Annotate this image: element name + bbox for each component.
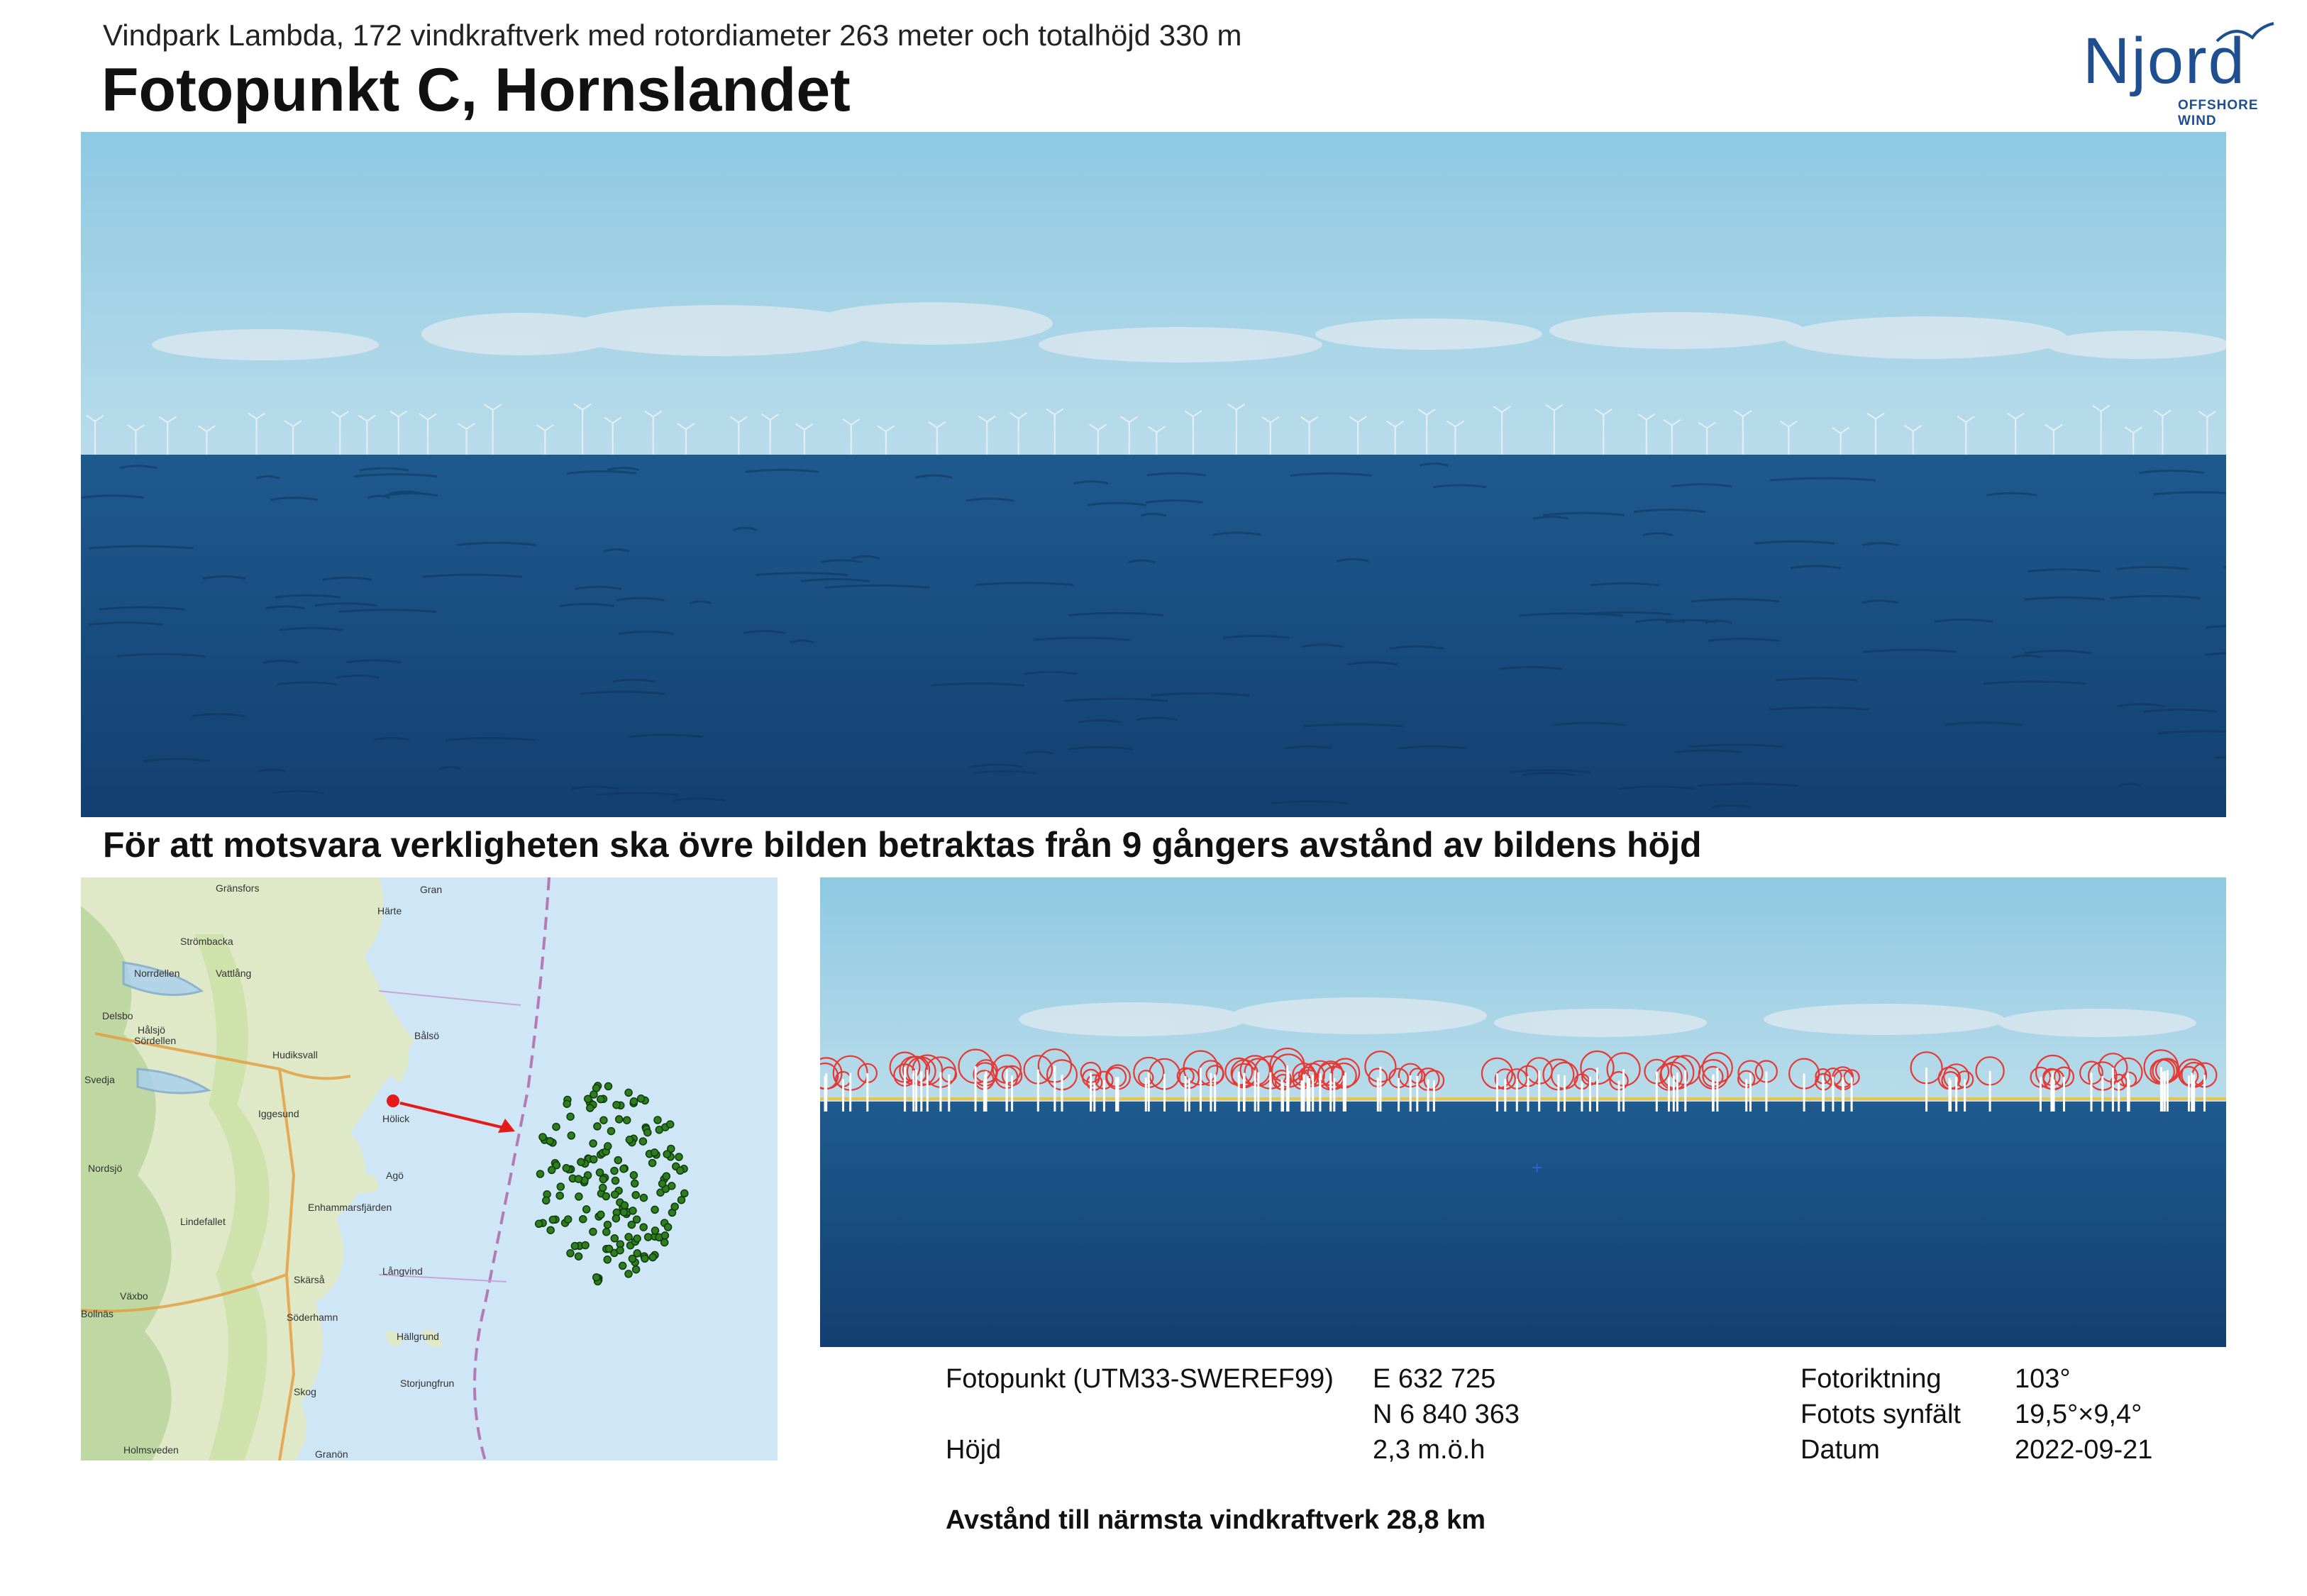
map-place-label: Bålsö bbox=[414, 1030, 440, 1041]
map-place-label: Hålsjö bbox=[138, 1024, 165, 1036]
photopoint-label: Fotopunkt (UTM33-SWEREF99) bbox=[946, 1364, 1334, 1394]
photo-point-marker bbox=[387, 1095, 399, 1107]
map-place-label: Storjungfrun bbox=[400, 1378, 455, 1389]
map-place-label: Enhammarsfjärden bbox=[308, 1202, 392, 1213]
logo-tagline: OFFSHORE WIND bbox=[2178, 98, 2259, 128]
njord-logo bbox=[2071, 14, 2284, 128]
map-place-label: Norrdellen bbox=[134, 968, 180, 979]
fov-label: Fotots synfält bbox=[1800, 1400, 1961, 1429]
map-place-label: Vattlång bbox=[216, 968, 252, 979]
panorama-photo bbox=[81, 132, 2226, 817]
map-place-label: Svedja bbox=[84, 1074, 115, 1085]
location-map bbox=[81, 877, 778, 1461]
map-place-label: Långvind bbox=[382, 1265, 423, 1277]
bird-icon bbox=[2213, 20, 2277, 55]
viewing-distance-note: För att motsvara verkligheten ska övre bilden betraktas från 9 gångers avstånd av bildens höjd bbox=[103, 825, 1702, 865]
map-place-label: Granön bbox=[315, 1448, 348, 1460]
map-place-label: Skärså bbox=[294, 1274, 325, 1285]
map-place-label: Gran bbox=[420, 884, 443, 895]
map-place-label: Nordsjö bbox=[88, 1163, 123, 1174]
map-place-label: Härte bbox=[377, 905, 402, 916]
height-value: 2,3 m.ö.h bbox=[1373, 1435, 1486, 1465]
map-place-label: Holmsveden bbox=[123, 1444, 179, 1456]
northing-value: N 6 840 363 bbox=[1373, 1400, 1520, 1429]
nearest-turbine-distance: Avstånd till närmsta vindkraftverk 28,8 km bbox=[946, 1505, 1486, 1535]
map-place-label: Söderhamn bbox=[287, 1312, 338, 1323]
map-place-label: Iggesund bbox=[258, 1108, 299, 1119]
map-place-label: Sördellen bbox=[134, 1035, 177, 1046]
easting-value: E 632 725 bbox=[1373, 1364, 1496, 1394]
map-place-label: Skog bbox=[294, 1386, 316, 1397]
map-place-label: Hölick bbox=[382, 1113, 410, 1124]
map-place-label: Gränsfors bbox=[216, 882, 260, 894]
document-title: Fotopunkt C, Hornslandet bbox=[101, 56, 851, 124]
map-place-label: Hällgrund bbox=[397, 1331, 439, 1342]
map-place-label: Bollnäs bbox=[81, 1308, 114, 1319]
map-place-label: Delsbo bbox=[102, 1010, 133, 1021]
height-label: Höjd bbox=[946, 1435, 1002, 1465]
document-subtitle: Vindpark Lambda, 172 vindkraftverk med rotordiameter 263 meter och totalhöjd 330 m bbox=[103, 18, 1242, 52]
center-crosshair-icon: + bbox=[1532, 1157, 1543, 1178]
map-place-label: Hudiksvall bbox=[272, 1049, 318, 1060]
date-label: Datum bbox=[1800, 1435, 1880, 1465]
annotated-photo bbox=[820, 877, 2226, 1347]
fov-value: 19,5°×9,4° bbox=[2015, 1400, 2142, 1429]
direction-label: Fotoriktning bbox=[1800, 1364, 1942, 1394]
map-place-label: Lindefallet bbox=[180, 1216, 226, 1227]
map-place-label: Agö bbox=[386, 1170, 404, 1181]
logo-wordmark: Njord bbox=[2083, 25, 2246, 97]
map-place-label: Växbo bbox=[120, 1290, 148, 1302]
map-place-label: Strömbacka bbox=[180, 936, 233, 947]
date-value: 2022-09-21 bbox=[2015, 1435, 2153, 1465]
direction-value: 103° bbox=[2015, 1364, 2071, 1394]
